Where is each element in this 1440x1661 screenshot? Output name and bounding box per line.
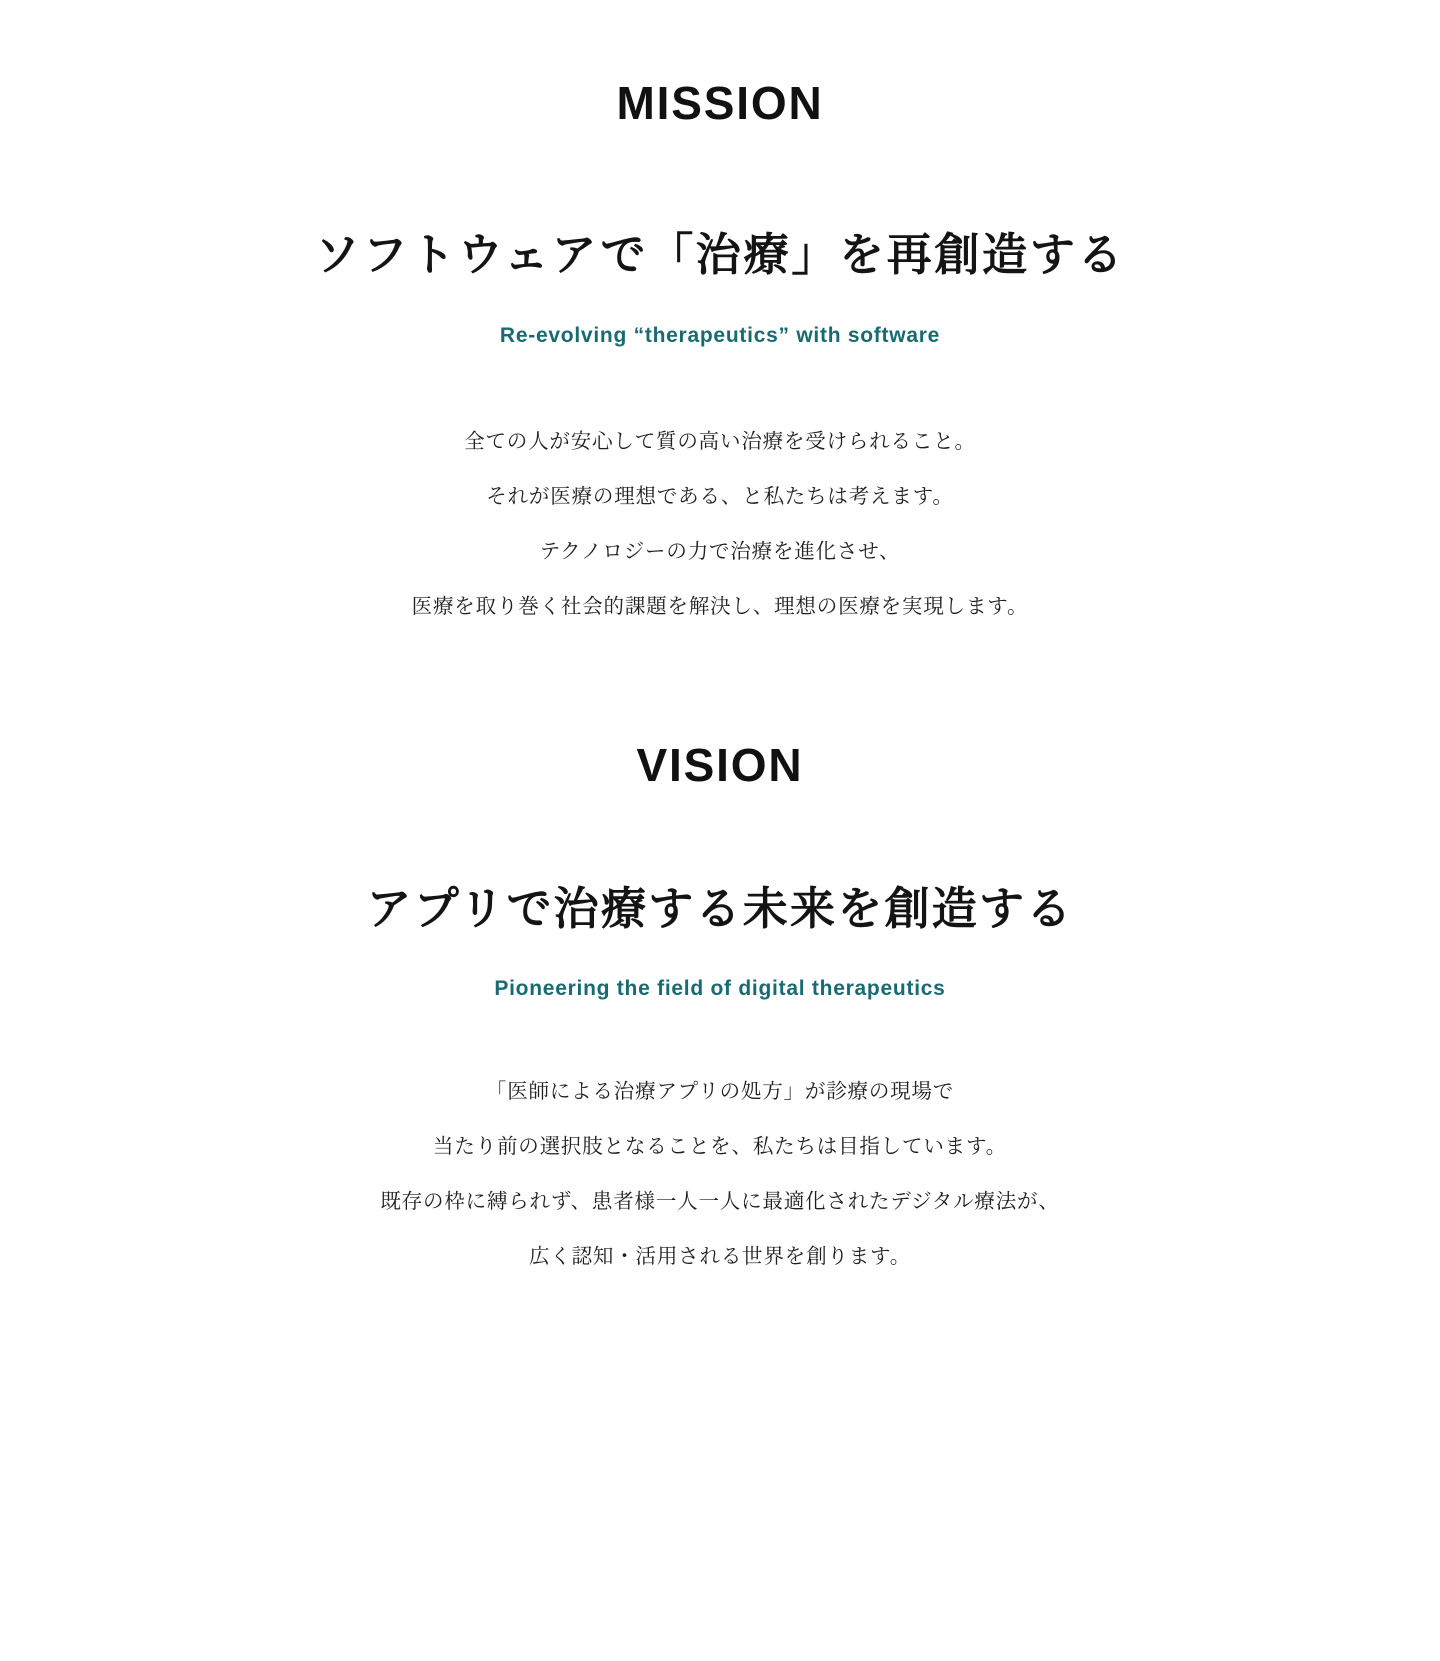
mission-body-line: 医療を取り巻く社会的課題を解決し、理想の医療を実現します。 [411, 594, 1029, 618]
mission-section [0, 0, 1440, 634]
vision-section [0, 634, 1440, 1284]
vision-headline: アプリで治療する未来を創造する [366, 883, 1074, 935]
mission-eyebrow: MISSION [616, 77, 824, 129]
mission-body-line: それが医療の理想である、と私たちは考えます。 [486, 484, 954, 508]
vision-body-line: 「医師による治療アプリの処方」が診療の現場で [485, 1080, 955, 1104]
vision-body-line: 当たり前の選択肢となることを、私たちは目指しています。 [433, 1135, 1007, 1159]
mission-headline: ソフトウェアで「治療」を再創造する [314, 228, 1126, 280]
mission-body-line: 全ての人が安心して質の高い治療を受けられること。 [464, 429, 976, 453]
mission-body [0, 415, 1440, 635]
vision-body [0, 1065, 1440, 1285]
vision-eyebrow: VISION [636, 739, 804, 792]
mission-body-line: テクノロジーの力で治療を進化させ、 [539, 539, 901, 563]
vision-subhead: Pioneering the field of digital therapeutics [494, 976, 946, 1000]
vision-body-line: 広く認知・活用される世界を創ります。 [528, 1245, 912, 1269]
vision-body-line: 既存の枠に縛られず、患者様一人一人に最適化されたデジタル療法が、 [380, 1190, 1060, 1214]
mission-subhead: Re-evolving “therapeutics” with software [499, 324, 941, 348]
